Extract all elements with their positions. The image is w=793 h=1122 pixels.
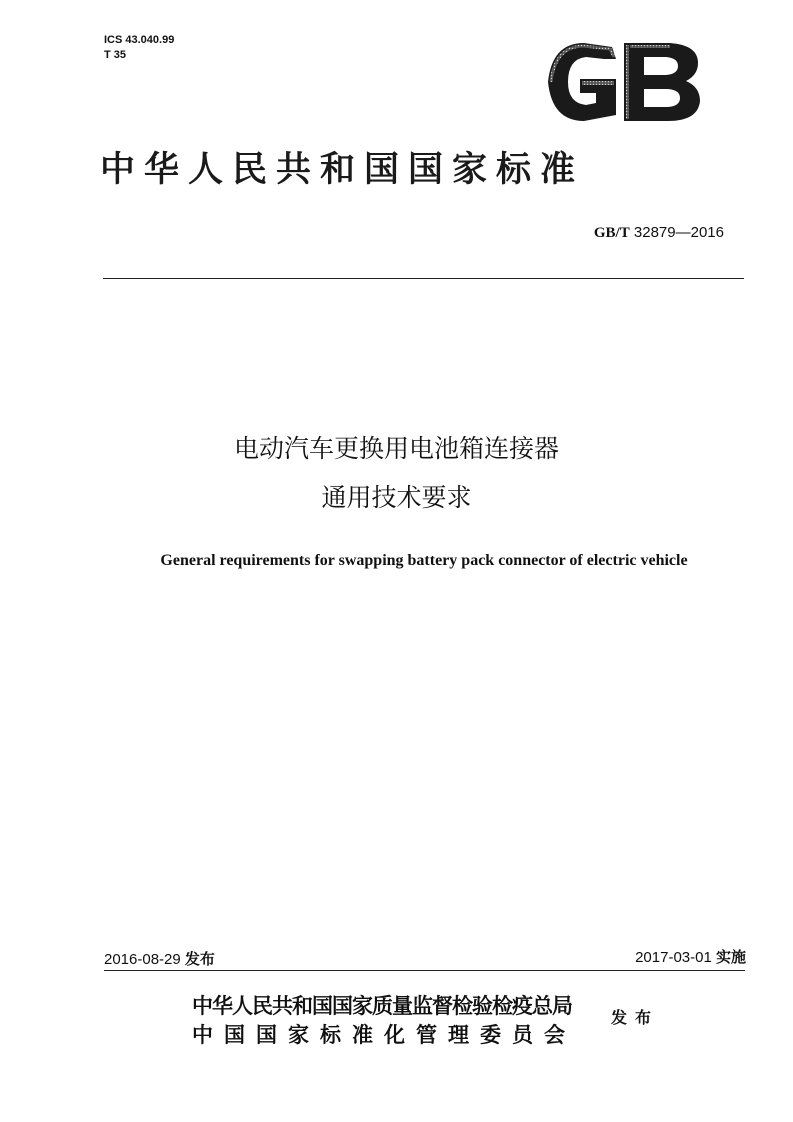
issue-date [104,949,215,970]
gb-logo-b [624,43,700,121]
header-divider [103,278,744,279]
issuer-line2: 中国国家标准化管理委员会 [192,1022,576,1047]
issue-date-value: 2016-08-29 [104,951,181,968]
publish-label: 发布 [611,1008,660,1027]
implementation-date-label: 实施 [715,948,746,966]
gb-logo [544,41,702,123]
standard-category-title: 中华人民共和国国家标准 [100,150,585,190]
standard-number [594,224,724,242]
ics-code: ICS 43.040.99 [104,34,175,46]
issuer-line1: 中华人民共和国国家质量监督检验检疫总局 [192,993,572,1018]
issue-date-label: 发布 [184,950,215,968]
gb-logo-g [548,43,616,121]
document-title-zh-line1: 电动汽车更换用电池箱连接器 [233,434,559,463]
footer-divider [104,970,745,971]
document-title-zh-line2: 通用技术要求 [321,483,472,512]
document-title-en: General requirements for swapping battery pack connector of electric vehicle [160,552,688,569]
standard-number-prefix: GB/T [593,225,630,241]
ccs-code: T 35 [104,49,127,61]
standard-number-value: 32879—2016 [633,224,724,241]
implementation-date-value: 2017-03-01 [635,949,712,966]
implementation-date [635,947,746,968]
